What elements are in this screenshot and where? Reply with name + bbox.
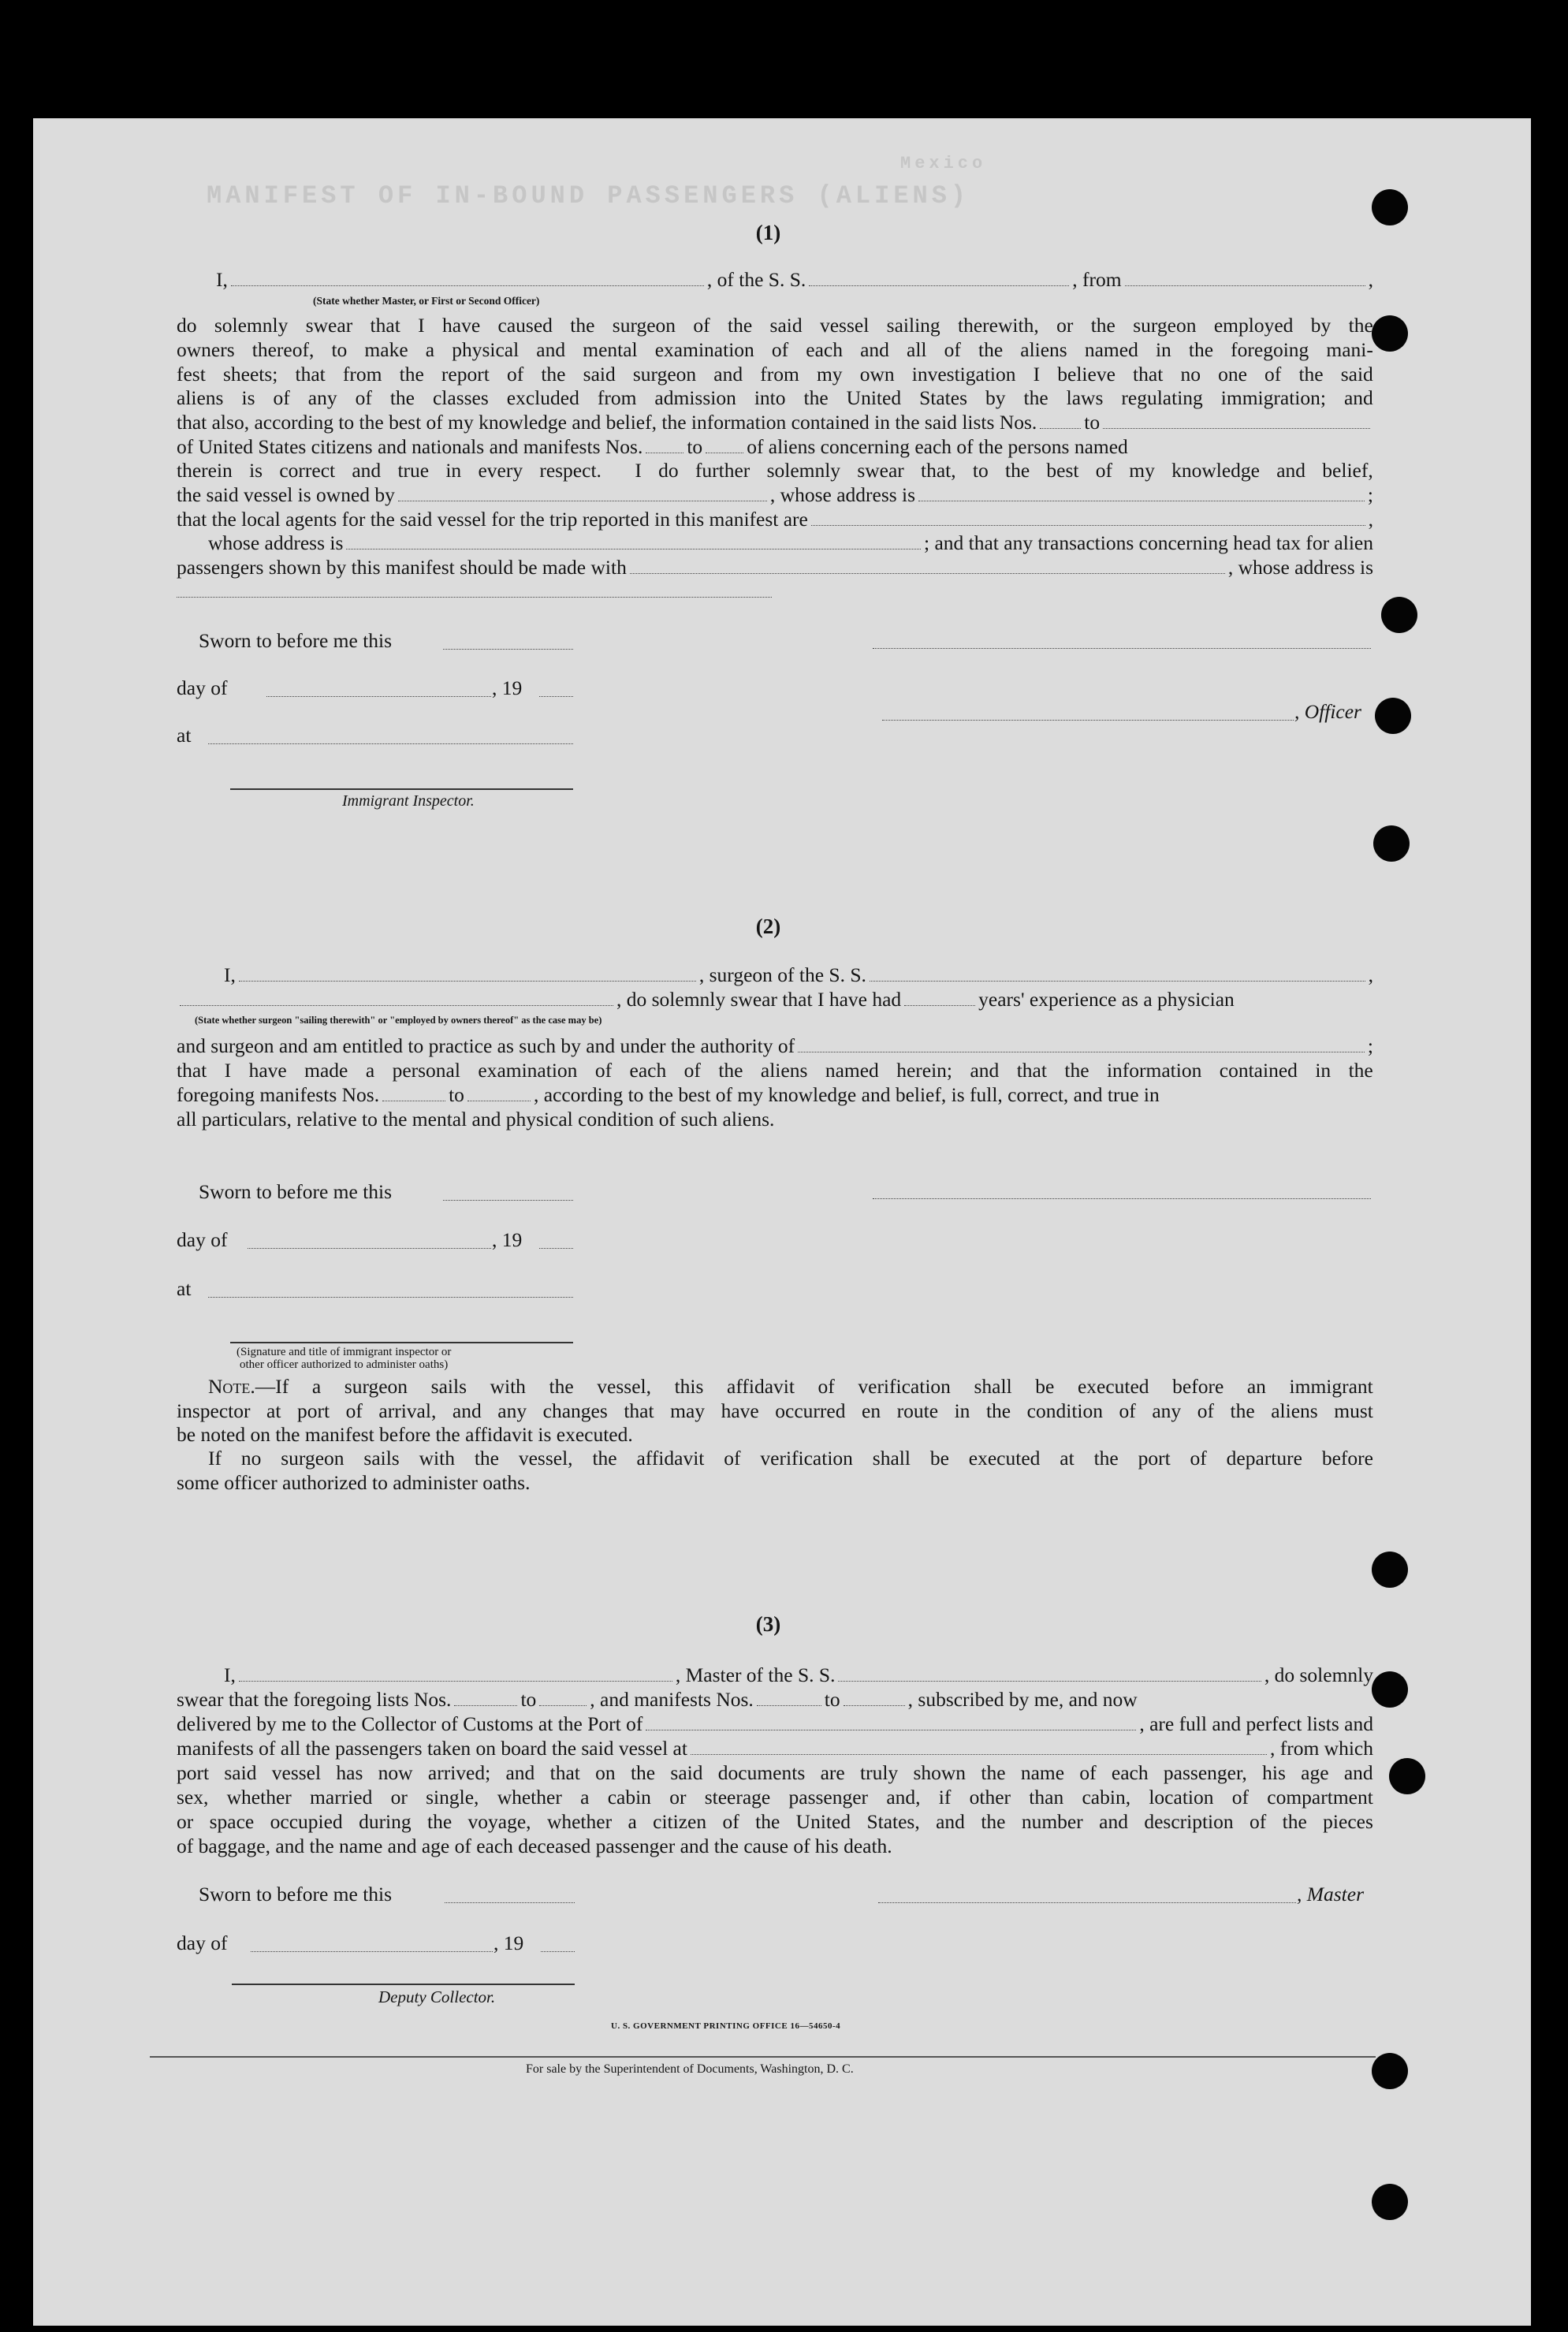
s3-line-4 [177, 1737, 1373, 1760]
s2-sworn-label: Sworn to before me this [199, 1180, 393, 1203]
s3-master-name-blank[interactable] [239, 1681, 672, 1682]
s2-signature-hint-2: other officer authorized to administer oaths) [240, 1358, 449, 1371]
s1-l10-text: whose address is [208, 531, 344, 554]
s1-from: , from [1072, 268, 1122, 291]
s3-l4-text: manifests of all the passengers taken on board the said vessel at [177, 1737, 687, 1760]
s3-l2-tail: , subscribed by me, and now [907, 1688, 1138, 1711]
s3-deputy-signature-line[interactable] [232, 1984, 575, 1985]
s2-i: I, [224, 963, 236, 986]
binder-hole [1373, 825, 1410, 862]
s2-day-of-label: day of [177, 1228, 228, 1251]
s1-l11-text: passengers shown by this manifest should be made with [177, 556, 627, 579]
s2-note-line: be noted on the manifest before the affidavit is executed. [177, 1423, 633, 1446]
s1-body-line: fest sheets; that from the report of the said surgeon and from my own investigation I believe that no one of the said [177, 363, 1373, 386]
s1-l8-end: ; [1367, 483, 1373, 506]
s2-surgeon-signature-line[interactable] [873, 1198, 1371, 1199]
s1-comma: , [1368, 268, 1373, 291]
s3-sworn-label: Sworn to before me this [199, 1883, 393, 1905]
s1-l9-text: that the local agents for the said vessel for the trip reported in this manifest are [177, 508, 808, 531]
binder-hole [1372, 1671, 1408, 1708]
s1-l8-text: the said vessel is owned by [177, 483, 395, 506]
s2-years-blank[interactable] [904, 1005, 975, 1006]
s1-body-line: do solemnly swear that I have caused the surgeon of the said vessel sailing therewith, or the surgeon employed by the [177, 314, 1373, 337]
s1-agents-blank[interactable] [811, 525, 1365, 526]
s2-l1-end: , [1368, 963, 1373, 986]
s1-line-11 [177, 556, 1373, 579]
s1-line-6 [177, 435, 1373, 459]
s1-line-5 [177, 411, 1373, 434]
binder-hole [1375, 698, 1411, 734]
s2-l5-text: foregoing manifests Nos. [177, 1083, 380, 1106]
s2-note-line [177, 1447, 1373, 1470]
binder-hole [1372, 1552, 1408, 1588]
s3-lists-from-blank[interactable] [454, 1705, 517, 1706]
s3-i: I, [224, 1663, 236, 1686]
s1-l6-text: of United States citizens and nationals and manifests Nos. [177, 435, 643, 458]
s2-line-3 [177, 1034, 1373, 1058]
section-1-heading: (1) [755, 221, 781, 244]
s1-l11-tail: , whose address is [1227, 556, 1373, 579]
s2-day-blank[interactable] [248, 1248, 491, 1249]
s2-surgeon-name-blank[interactable] [239, 981, 696, 982]
s2-signature-hint-1: (Signature and title of immigrant inspector or [237, 1346, 452, 1358]
s1-line-9 [177, 508, 1373, 531]
section-3-heading: (3) [755, 1612, 781, 1636]
gpo-imprint: U. S. GOVERNMENT PRINTING OFFICE 16—54650-4 [611, 2021, 841, 2031]
bleed-through-word: Mexico [900, 154, 987, 173]
s3-year-label: , 19 [493, 1932, 524, 1954]
s2-sworn-blank[interactable] [443, 1200, 573, 1201]
s2-note-text: —If a surgeon sails with the vessel, this affidavit of verification shall be executed before an immigrant [255, 1375, 1373, 1398]
s1-from-blank[interactable] [1125, 285, 1365, 286]
binder-hole [1372, 2184, 1408, 2220]
s3-line-1 [177, 1663, 1373, 1687]
s2-body-line: all particulars, relative to the mental and physical condition of such aliens. [177, 1108, 775, 1131]
s1-officer-hint: (State whether Master, or First or Second Officer) [313, 295, 540, 307]
s1-at-blank[interactable] [208, 743, 573, 744]
s2-surgeon-hint: (State whether surgeon "sailing therewith" or "employed by owners thereof" as the case may be) [195, 1015, 602, 1026]
s3-l2-to-2: to [824, 1688, 840, 1711]
s1-inspector-label: Immigrant Inspector. [342, 792, 475, 810]
s2-l3-end: ; [1367, 1034, 1373, 1057]
s2-inspector-signature-line[interactable] [230, 1342, 573, 1343]
s3-l2-manifests: , and manifests Nos. [590, 1688, 754, 1711]
s2-line-5 [177, 1083, 1373, 1107]
s1-officer-signature-line[interactable] [873, 648, 1371, 649]
s1-line-10 [177, 531, 1373, 555]
s1-l6-tail: of aliens concerning each of the persons named [747, 435, 1128, 458]
s3-l1-tail: , do solemnly [1264, 1663, 1373, 1686]
s1-sworn-label: Sworn to before me this [199, 629, 393, 652]
s1-at-label: at [177, 724, 192, 747]
s2-l3-text: and surgeon and am entitled to practice as such by and under the authority of [177, 1034, 795, 1057]
s2-note-text-2: If no surgeon sails with the vessel, the affidavit of verification shall be executed at the port of departure before [208, 1447, 1373, 1470]
section-2-heading: (2) [755, 915, 781, 938]
s1-body-line: owners thereof, to make a physical and mental examination of each and all of the aliens named in the foregoing mani- [177, 338, 1373, 361]
s3-l3-tail: , are full and perfect lists and [1139, 1712, 1373, 1735]
binder-hole [1372, 189, 1408, 225]
s3-master-signature-line[interactable] [878, 1902, 1296, 1903]
s3-line-3 [177, 1712, 1373, 1736]
binder-hole [1372, 2053, 1408, 2089]
s3-lists-to-blank[interactable] [539, 1705, 587, 1706]
s2-year-label: , 19 [492, 1228, 523, 1251]
s3-l4-tail: , from which [1269, 1737, 1373, 1760]
s3-l3-text: delivered by me to the Collector of Customs at the Port of [177, 1712, 643, 1735]
s3-manifest-from-blank[interactable] [757, 1705, 821, 1706]
s2-line-1 [177, 963, 1373, 987]
sale-notice: For sale by the Superintendent of Documents, Washington, D. C. [526, 2062, 854, 2076]
s1-line-1 [177, 268, 1373, 292]
s3-day-of-label: day of [177, 1932, 228, 1954]
s1-body-line: therein is correct and true in every respect. I do further solemnly swear that, to the best of my knowledge and belief, [177, 459, 1373, 482]
s1-inspector-signature-line[interactable] [230, 788, 573, 790]
s1-day-of-label: day of [177, 676, 228, 699]
s2-vessel-blank[interactable] [870, 981, 1365, 982]
s1-officer-label: , Officer [1294, 700, 1361, 723]
s2-surgeon-of-ss: , surgeon of the S. S. [698, 963, 866, 986]
bleed-through-title: MANIFEST OF IN-BOUND PASSENGERS (ALIENS) [207, 181, 970, 210]
s1-year-label: , 19 [492, 676, 523, 699]
s3-line-2 [177, 1688, 1373, 1712]
s3-l2-text: swear that the foregoing lists Nos. [177, 1688, 452, 1711]
s3-body-line: sex, whether married or single, whether a cabin or steerage passenger and, if other than cabin, location of compartment [177, 1786, 1373, 1809]
s3-body-line: or space occupied during the voyage, whether a citizen of the United States, and the number and description of the pieces [177, 1810, 1373, 1833]
s1-of-ss: , of the S. S. [706, 268, 806, 291]
s3-deputy-label: Deputy Collector. [378, 1987, 496, 2006]
s2-l5-to: to [449, 1083, 464, 1106]
form-page [33, 118, 1531, 2326]
s1-sworn-blank[interactable] [443, 649, 573, 650]
s2-year-blank[interactable] [539, 1248, 573, 1249]
s1-lists-from-blank[interactable] [1040, 428, 1081, 429]
s1-body-line: aliens is of any of the classes excluded from admission into the United States by the laws regulating immigration; and [177, 386, 1373, 409]
s2-line-2 [177, 988, 1373, 1011]
s1-l9-end: , [1368, 508, 1373, 531]
binder-hole [1389, 1758, 1425, 1794]
s2-body-line: that I have made a personal examination of each of the aliens named herein; and that the information contained in the [177, 1059, 1373, 1082]
s3-sworn-blank[interactable] [445, 1902, 575, 1903]
footer-rule [150, 2056, 1376, 2058]
s2-note-line: some officer authorized to administer oaths. [177, 1471, 531, 1494]
s1-i: I, [216, 268, 228, 291]
s1-address-blank[interactable] [177, 597, 772, 598]
s1-vessel-blank[interactable] [809, 285, 1069, 286]
s1-year-blank[interactable] [539, 696, 573, 697]
s1-l8-address: , whose address is [769, 483, 916, 506]
s2-note-line-1 [177, 1375, 1373, 1399]
s1-officer-blank-2[interactable] [882, 720, 1294, 721]
s2-l2-text: , do solemnly swear that I have had [616, 988, 902, 1011]
s1-day-blank[interactable] [266, 696, 491, 697]
s3-master-label: , Master [1297, 1883, 1364, 1905]
s1-lists-to-blank[interactable] [1103, 428, 1370, 429]
s3-l2-to: to [520, 1688, 537, 1711]
s1-headtax-blank[interactable] [630, 573, 1225, 574]
binder-hole [1381, 597, 1417, 633]
s2-at-blank[interactable] [208, 1297, 573, 1298]
s3-master-of-ss: , Master of the S. S. [675, 1663, 836, 1686]
s3-year-blank[interactable] [541, 1951, 575, 1952]
s1-line-8 [177, 483, 1373, 507]
s2-l5-tail: , according to the best of my knowledge and belief, is full, correct, and true in [533, 1083, 1160, 1106]
s1-officer-blank[interactable] [231, 285, 704, 286]
s3-day-blank[interactable] [251, 1951, 493, 1952]
s2-surgeon-type-blank[interactable] [180, 1005, 613, 1006]
s1-l10-tail: ; and that any transactions concerning head tax for alien [924, 531, 1373, 554]
binder-hole [1372, 315, 1408, 352]
s1-l5-to: to [1084, 411, 1101, 434]
s2-l2-tail: years' experience as a physician [978, 988, 1235, 1011]
s3-embark-port-blank[interactable] [691, 1754, 1267, 1755]
s3-manifest-to-blank[interactable] [844, 1705, 905, 1706]
s3-body-line: of baggage, and the name and age of each deceased passenger and the cause of his death. [177, 1835, 892, 1857]
s2-note-label: Note. [208, 1375, 255, 1398]
s3-body-line: port said vessel has now arrived; and that on the said documents are truly shown the name of each passenger, his age and [177, 1761, 1373, 1784]
s1-l6-to: to [687, 435, 703, 458]
s3-vessel-blank[interactable] [838, 1681, 1261, 1682]
s2-note-line: inspector at port of arrival, and any changes that may have occurred en route in the condition of any of the aliens must [177, 1399, 1373, 1422]
s1-l5-text: that also, according to the best of my knowledge and belief, the information contained in the said lists Nos. [177, 411, 1037, 434]
s2-at-label: at [177, 1277, 192, 1300]
